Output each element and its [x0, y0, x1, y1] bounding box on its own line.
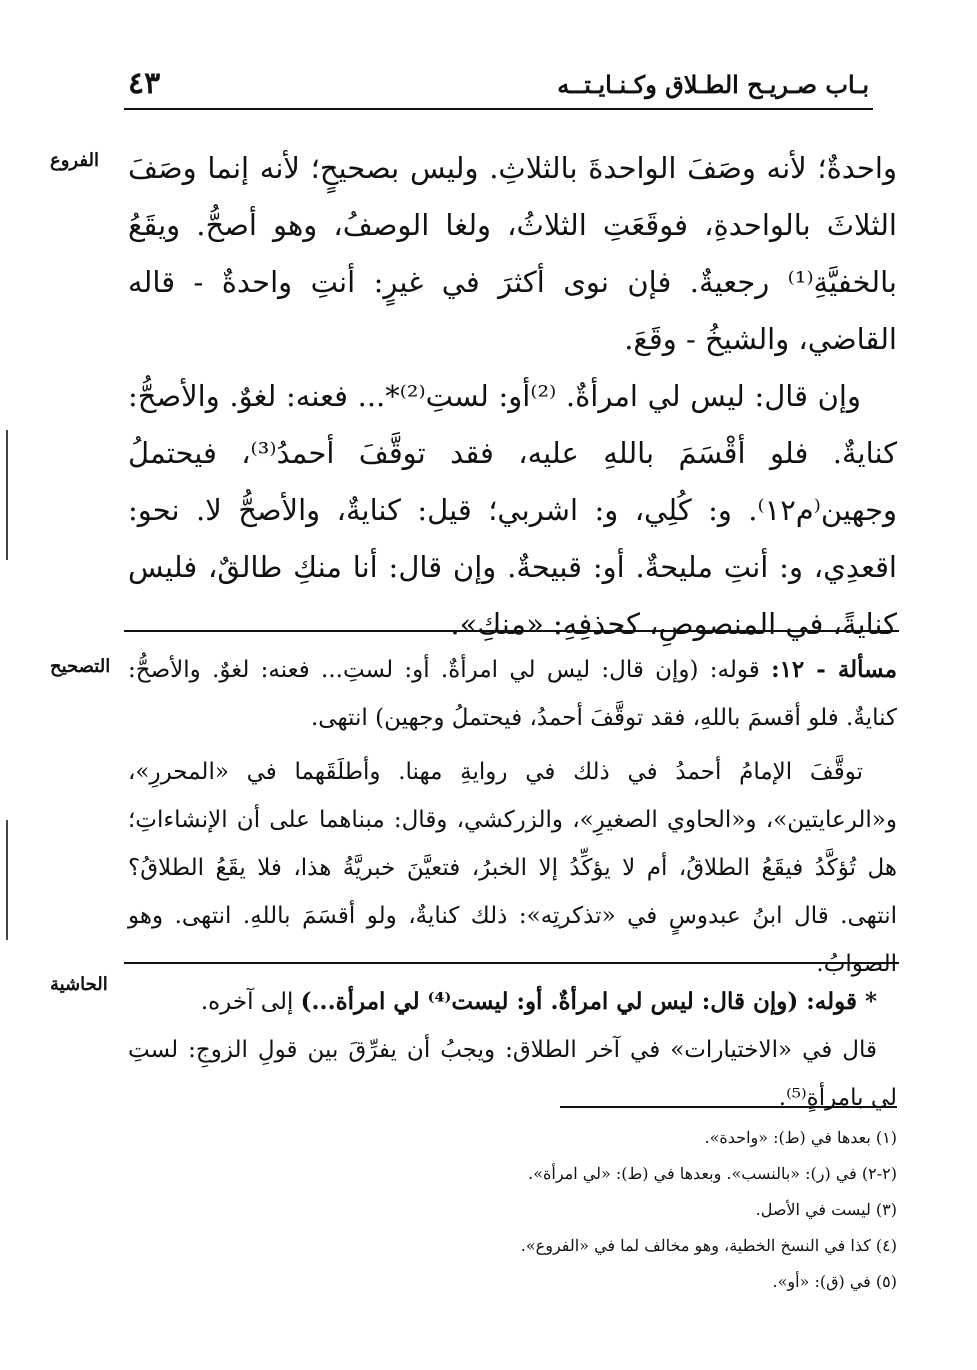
- tashih-section: [128, 646, 897, 988]
- section-label-tashih: التصحيح: [50, 656, 111, 677]
- footnote-3: (٣) ليست في الأصل.: [755, 1200, 897, 1219]
- header-rule: [124, 108, 873, 110]
- section-divider-2: [124, 962, 899, 964]
- chapter-title: بـاب صـريـح الطـلاق وكـنـايـتــه: [557, 70, 869, 99]
- furu-paragraph-1: واحدةٌ؛ لأنه وصَفَ الواحدةَ بالثلاثِ. وليس بصحيحٍ؛ لأنه إنما وصَفَ الثلاثَ بالواحدةِ، فوقَعَتِ الثلاثُ، ولغا الوصفُ، وهو أصحُّ. ويقَعُ بالخفيَّةِ⁽¹⁾ رجعيةٌ. فإن نوى أكثرَ في غيرٍ: أنتِ واحدةٌ - قاله القاضي، والشيخُ - وقَعَ.: [128, 151, 897, 356]
- hashiya-section: [128, 978, 897, 1122]
- page-number: ٤٣: [128, 66, 161, 101]
- hashiya-paragraph-2: قال في «الاختيارات» في آخر الطلاق: ويجبُ أن يفرِّقَ بين قولِ الزوجِ: لستِ لي بامرأةٍ⁽⁵⁾.: [128, 1037, 897, 1111]
- hashiya-paragraph-1: [128, 978, 897, 1026]
- tashih-quote: قوله: (وإن قال: ليس لي امرأةٌ. أو: لستِ... فعنه: لغوٌ. والأصحُّ: كنايةٌ. فلو أقسمَ باللهِ، فقد توقَّفَ أحمدُ، فيحتملُ وجهين) انتهى.: [128, 657, 897, 731]
- section-label-furu: الفروع: [50, 150, 99, 171]
- issue-number: مسألة - ١٢:: [771, 656, 898, 683]
- running-header: [128, 66, 869, 104]
- footnote-2: (٢-٢) في (ر): «بالنسب». وبعدها في (ط): «لي امرأة».: [528, 1164, 897, 1183]
- tashih-paragraph-2: توقَّفَ الإمامُ أحمدُ في ذلك في روايةِ مهنا. وأطلَقَهما في «المحررِ»، و«الرعايتين»، و«الحاوي الصغيرِ»، والزركشي، وقال: مبناهما على أن الإنشاءاتِ؛ هل تُؤكَّدُ فيقَعُ الطلاقُ، أم لا يؤكِّدُ إلا الخبرُ، فتعيَّنَ خبريَّةُ هذا، فلا يقَعُ الطلاقُ؟ انتهى. قال ابنُ عبدوسٍ في «تذكرتِه»: ذلك كنايةٌ، ولو أقسَمَ باللهِ. انتهى. وهو الصوابُ.: [128, 759, 897, 977]
- footnote-4: (٤) كذا في النسخ الخطية، وهو مخالف لما في «الفروع».: [520, 1236, 897, 1255]
- scan-margin-mark-2: [6, 820, 8, 940]
- furu-paragraph-2: وإن قال: ليس لي امرأةٌ. ⁽²⁾أو: لستِ⁽²⁾*... فعنه: لغوٌ. والأصحُّ: كنايةٌ. فلو أقْسَمَ باللهِ عليه، فقد توقَّفَ أحمدُ⁽³⁾، فيحتملُ وجهين⁽م١٢⁾. و: كُلِي، و: اشربي؛ قيل: كنايةٌ، والأصحُّ لا. نحو: اقعدِي، و: أنتِ مليحةٌ. أو: قبيحةٌ. وإن قال: أنا منكِ طالقٌ، فليس كنايةً، في المنصوصِ، كحذفِهِ: «منكِ».: [128, 379, 897, 641]
- hashiya-lead-tail: إلى آخره.: [200, 989, 301, 1015]
- section-divider: [124, 630, 899, 632]
- footnote-rule: [560, 1106, 897, 1108]
- furu-section: [128, 140, 897, 653]
- section-label-hashiya: الحاشية: [50, 974, 108, 995]
- scan-margin-mark: [6, 430, 8, 560]
- footnote-5: (٥) في (ق): «أو».: [772, 1272, 897, 1291]
- hashiya-lead: * قوله: (وإن قال: ليس لي امرأةٌ. أو: ليست⁽⁴⁾ لي امرأة...): [300, 988, 877, 1015]
- footnote-1: (١) بعدها في (ط): «واحدة».: [704, 1128, 897, 1147]
- tashih-paragraph-1: [128, 646, 897, 742]
- footnotes: [128, 1120, 897, 1300]
